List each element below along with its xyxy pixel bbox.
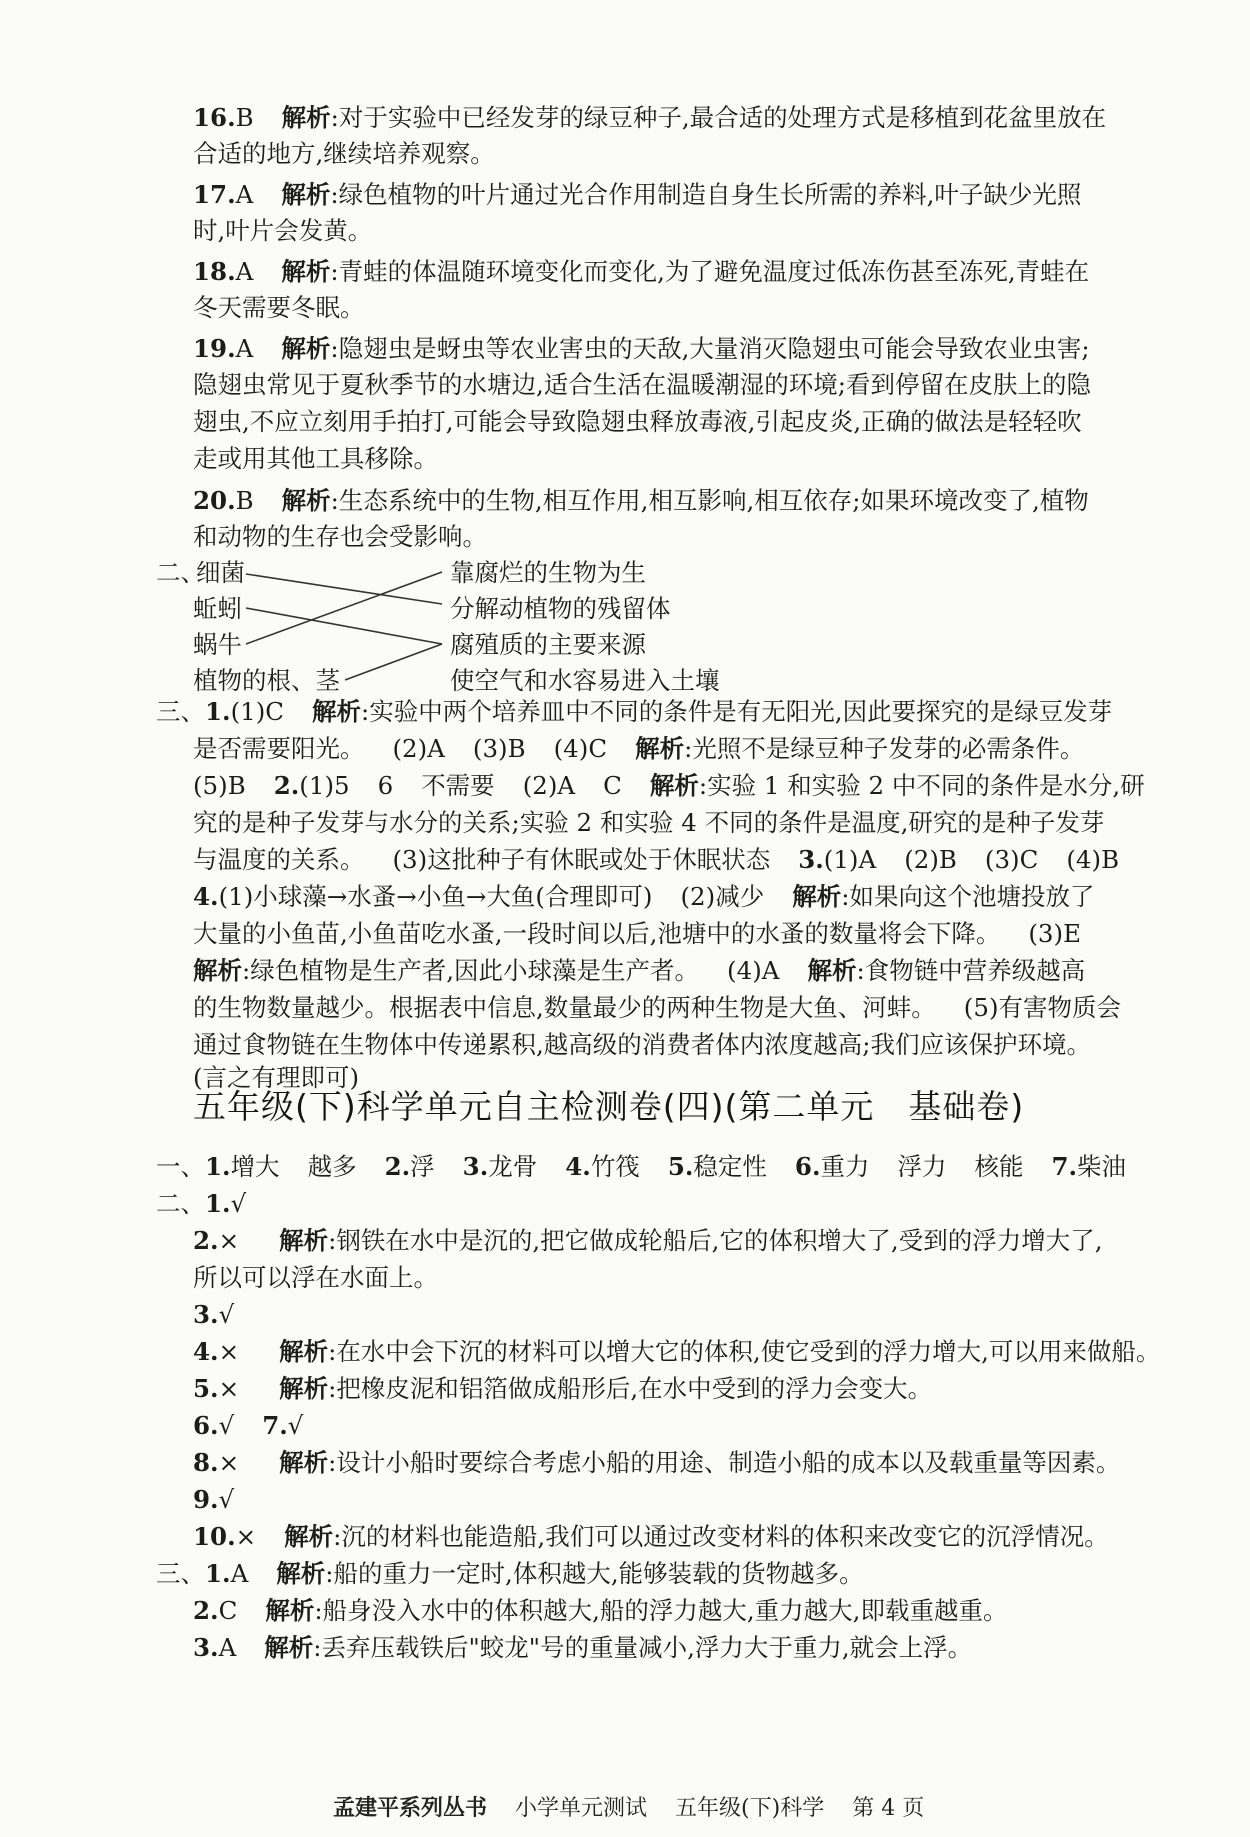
matching-section-number: 二、 — [156, 558, 205, 587]
part-two-q9: 9.√ — [193, 1485, 235, 1514]
part3-line-4: 究的是种子发芽与水分的关系;实验 2 和实验 4 不同的条件是温度,研究的是种子发芽 — [193, 808, 1105, 837]
part3-line-6: 4.(1)小球藻→水蚤→小鱼→大鱼(合理即可) (2)减少 解析:如果向这个池塘投放了 — [193, 882, 1095, 911]
part3-line-11: (言之有理即可) — [193, 1063, 360, 1092]
answer-16: 16.B 解析:对于实验中已经发芽的绿豆种子,最合适的处理方式是移植到花盆里放在 — [193, 103, 1107, 132]
part3-line-1: 三、1.(1)C 解析:实验中两个培养皿中不同的条件是有无阳光,因此要探究的是绿豆发芽 — [156, 697, 1113, 726]
part3-line-9: 的生物数量越少。根据表中信息,数量最少的两种生物是大鱼、河蚌。 (5)有害物质会 — [193, 993, 1122, 1022]
page-number: 4 — [881, 1796, 896, 1821]
match-left-2: 蚯蚓 — [193, 594, 242, 623]
match-right-3: 腐殖质的主要来源 — [450, 630, 646, 659]
part-two-q3: 3.√ — [193, 1300, 235, 1329]
answer-19-cont-2: 翅虫,不应立刻用手拍打,可能会导致隐翅虫释放毒液,引起皮炎,正确的做法是轻轻吹 — [193, 407, 1082, 436]
part-two-q5: 5.× 解析:把橡皮泥和铝箔做成船形后,在水中受到的浮力会变大。 — [193, 1374, 933, 1403]
section-title: 五年级(下)科学单元自主检测卷(四)(第二单元 基础卷) — [193, 1087, 1025, 1126]
part-two-q10: 10.× 解析:沉的材料也能造船,我们可以通过改变材料的体积来改变它的沉浮情况。 — [193, 1522, 1109, 1551]
match-right-4: 使空气和水容易进入土壤 — [450, 666, 720, 695]
match-line-2 — [246, 608, 442, 644]
part-two-q8: 8.× 解析:设计小船时要综合考虑小船的用途、制造小船的成本以及载重量等因素。 — [193, 1448, 1121, 1477]
answer-19: 19.A 解析:隐翅虫是蚜虫等农业害虫的天敌,大量消灭隐翅虫可能会导致农业虫害; — [193, 334, 1090, 363]
part-two-q6-q7: 6.√ 7.√ — [193, 1411, 304, 1440]
part-three-q1: 三、1.A 解析:船的重力一定时,体积越大,能够装载的货物越多。 — [156, 1559, 864, 1588]
part-two-q4: 4.× 解析:在水中会下沉的材料可以增大它的体积,使它受到的浮力增大,可以用来做船。 — [193, 1337, 1161, 1366]
answer-17-cont: 时,叶片会发黄。 — [193, 216, 373, 245]
answer-20-cont: 和动物的生存也会受影响。 — [193, 522, 487, 551]
answer-18: 18.A 解析:青蛙的体温随环境变化而变化,为了避免温度过低冻伤甚至冻死,青蛙在 — [193, 257, 1090, 286]
part3-line-5: 与温度的关系。 (3)这批种子有休眠或处于休眠状态 3.(1)A (2)B (3)C (4)B — [193, 845, 1120, 874]
match-right-1: 靠腐烂的生物为生 — [450, 558, 646, 587]
footer-series: 孟建平系列丛书 — [333, 1795, 488, 1821]
match-line-4 — [345, 644, 442, 680]
part-two-q2-cont: 所以可以浮在水面上。 — [193, 1263, 438, 1292]
match-left-3: 蜗牛 — [193, 630, 242, 659]
part-two-q2: 2.× 解析:钢铁在水中是沉的,把它做成轮船后,它的体积增大了,受到的浮力增大了, — [193, 1226, 1103, 1255]
page-footer — [333, 1793, 924, 1824]
match-left-1: 细菌 — [196, 558, 245, 587]
answer-19-cont-1: 隐翅虫常见于夏秋季节的水塘边,适合生活在温暖潮湿的环境;看到停留在皮肤上的隐 — [193, 370, 1092, 399]
part-one-answers: 一、1.增大 越多 2.浮 3.龙骨 4.竹筏 5.稳定性 6.重力 浮力 核能 7.柴油 — [156, 1152, 1127, 1181]
part3-line-7: 大量的小鱼苗,小鱼苗吃水蚤,一段时间以后,池塘中的水蚤的数量将会下降。 (3)E — [193, 919, 1081, 948]
part-three-q2: 2.C 解析:船身没入水中的体积越大,船的浮力越大,重力越大,即载重越重。 — [193, 1596, 1008, 1625]
answer-18-cont: 冬天需要冬眠。 — [193, 293, 365, 322]
match-right-2: 分解动植物的残留体 — [450, 594, 671, 623]
match-line-3 — [246, 572, 442, 644]
match-line-1 — [246, 574, 442, 604]
part-three-q3: 3.A 解析:丢弃压载铁后"蛟龙"号的重量减小,浮力大于重力,就会上浮。 — [193, 1633, 973, 1662]
part3-line-3: (5)B 2.(1)5 6 不需要 (2)A C 解析:实验 1 和实验 2 中不同的条件是水分,研 — [193, 771, 1145, 800]
part3-line-10: 通过食物链在生物体中传递累积,越高级的消费者体内浓度越高;我们应该保护环境。 — [193, 1030, 1092, 1059]
footer-book: 小学单元测试 — [515, 1796, 648, 1821]
answer-19-cont-3: 走或用其他工具移除。 — [193, 444, 438, 473]
footer-page-pre: 第 — [852, 1796, 875, 1821]
match-left-4: 植物的根、茎 — [193, 666, 340, 695]
footer-grade: 五年级(下)科学 — [675, 1796, 825, 1821]
answer-20: 20.B 解析:生态系统中的生物,相互作用,相互影响,相互依存;如果环境改变了,植物 — [193, 486, 1089, 515]
part3-line-2: 是否需要阳光。 (2)A (3)B (4)C 解析:光照不是绿豆种子发芽的必需条件。 — [193, 734, 1085, 763]
part-two-q1: 二、1.√ — [156, 1189, 247, 1218]
answer-16-cont: 合适的地方,继续培养观察。 — [193, 139, 495, 168]
footer-page-suf: 页 — [902, 1796, 925, 1821]
part3-line-8: 解析:绿色植物是生产者,因此小球藻是生产者。 (4)A 解析:食物链中营养级越高 — [193, 956, 1086, 985]
answer-17: 17.A 解析:绿色植物的叶片通过光合作用制造自身生长所需的养料,叶子缺少光照 — [193, 180, 1082, 209]
